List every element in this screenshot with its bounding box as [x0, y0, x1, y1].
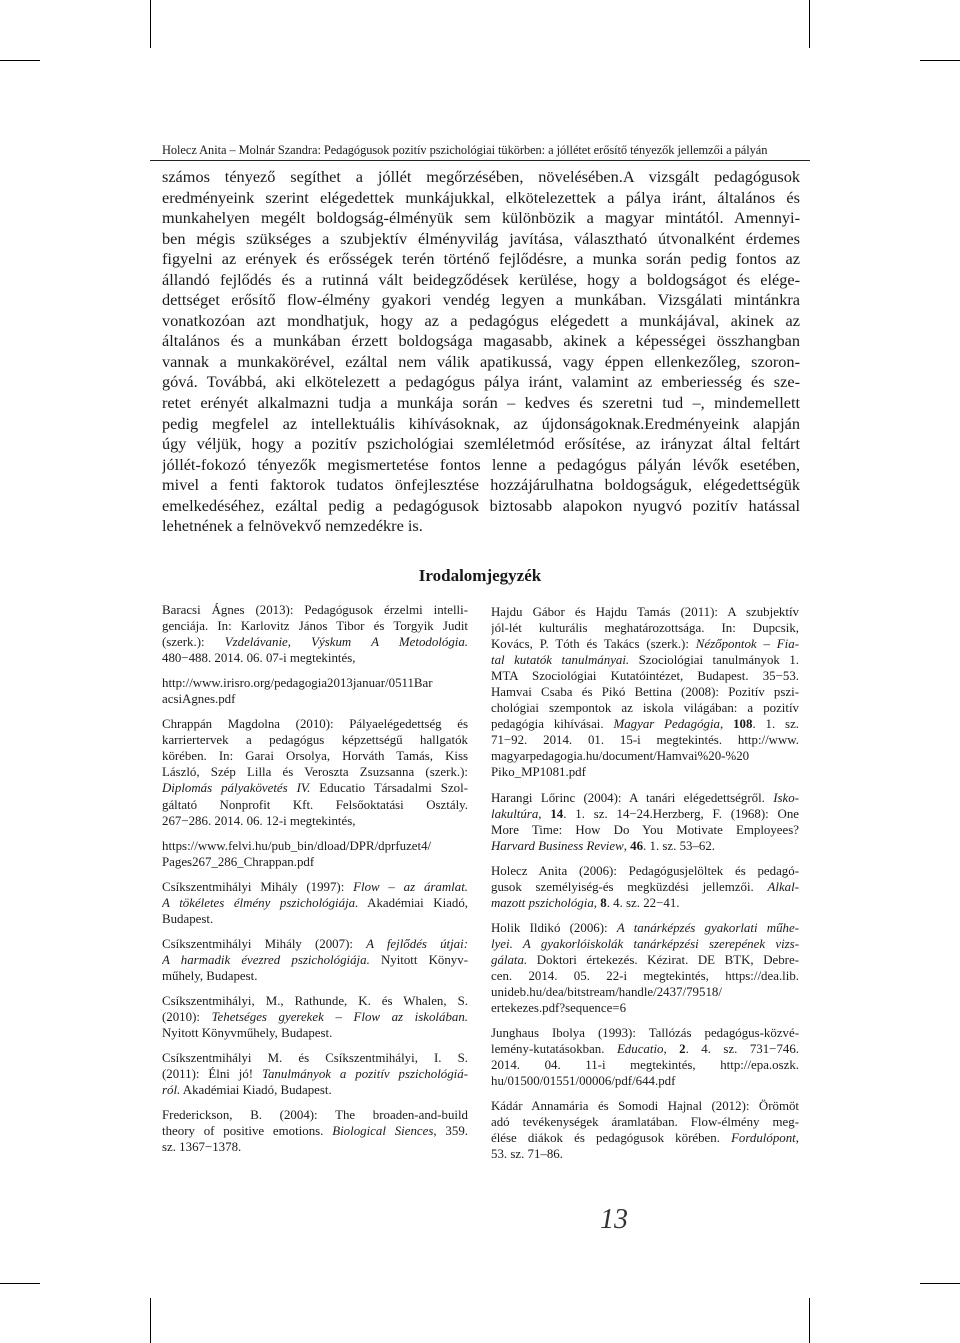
reference-line [491, 863, 799, 879]
reference-line [491, 1057, 799, 1073]
reference-text: Csíkszentmihályi Mihály (1997): [162, 879, 354, 894]
reference-line [162, 968, 468, 984]
reference-line [491, 684, 799, 700]
crop-mark [809, 1298, 810, 1343]
reference-entry [162, 675, 468, 707]
reference-text: Nyitott Könyvműhely, Budapest. [162, 1026, 333, 1041]
reference-text: chológiai szempontok az iskola világában: a pozitív [491, 701, 799, 716]
reference-text: gálata. [491, 952, 528, 967]
body-line: úgy véljük, hogy a pozitív pszichológiai szemléletmód erősítése, az irányzat által feltárt [162, 434, 800, 454]
reference-entry [162, 936, 468, 984]
reference-entry [162, 993, 468, 1041]
reference-text: lakultúra [491, 806, 539, 821]
reference-text: mazott pszichológia [491, 895, 594, 910]
reference-text: A fejlődés útjai: [366, 936, 468, 951]
reference-text: gusok személyiség-és megküzdési jellemzői. [491, 879, 768, 894]
reference-text: lemény-kutatásokban. [491, 1042, 617, 1057]
reference-text: , [795, 1131, 799, 1146]
reference-line [491, 732, 799, 748]
reference-text: Hamvai Csaba és Pikó Bettina (2008): Pozitív pszi- [491, 685, 799, 700]
reference-line [162, 1082, 468, 1098]
body-line: eredményeink szerint elégedettek munkájukkal, elkötelezettek a pálya iránt, általános és [162, 187, 800, 207]
crop-mark [920, 60, 960, 61]
reference-text: Doktori értekezés. Kézirat. DE BTK, Debre- [527, 952, 799, 967]
reference-line [162, 797, 468, 813]
reference-text: ról. [162, 1083, 181, 1098]
body-line: általános és a munkában érzett boldogsága magasabb, akinek a képességei összhangban [162, 331, 800, 351]
body-line: figyelni az erények és erősségek terén történő fejlődésre, a munka során pedig fontos az [162, 249, 800, 269]
body-line: jóllét-fokozó tényezők megismertetése fontos lenne a pedagógus pályán lévők esetében, [162, 454, 800, 474]
reference-text: . 1. sz. 53–62. [643, 838, 716, 853]
reference-text: 108 [733, 717, 753, 732]
reference-text: gáltató Nonprofit Kft. Felsőoktatási Osztály. [162, 797, 468, 812]
reference-text: Vzdelávanie, Výskum A Metodológia. [224, 635, 468, 650]
reference-line [162, 634, 468, 650]
reference-line [162, 1107, 468, 1123]
references-heading: Irodalomjegyzék [418, 566, 542, 585]
reference-text: Isko- [773, 790, 799, 805]
reference-line [491, 838, 799, 854]
reference-text: acsiAgnes.pdf [162, 692, 236, 707]
reference-line [491, 700, 799, 716]
reference-text: hu/01500/01551/00006/pdf/644.pdf [491, 1074, 676, 1089]
reference-text: Holik Ildikó (2006): [491, 920, 617, 935]
reference-text: http://www.irisro.org/pedagogia2013januar/0511Bar [162, 676, 433, 691]
reference-text: Holecz Anita (2006): Pedagógusjelöltek és pedagó- [491, 863, 799, 878]
reference-text: László, Szép Lilla és Veroszta Zsuzsanna (szerk.): [162, 765, 468, 780]
reference-line [162, 764, 468, 780]
reference-line [162, 618, 468, 634]
reference-text: 53. sz. 71–86. [491, 1147, 563, 1162]
reference-text: 71−92. 2014. 01. 15-i megtekintés. http://www. [491, 733, 799, 748]
running-head: Holecz Anita – Molnár Szandra: Pedagógusok pozitív pszichológiai tükörben: a jóllétet erősítő tényezők jellemzői a pályán [162, 143, 768, 157]
reference-text: Baracsi Ágnes (2013): Pedagógusok érzelmi intelli- [162, 603, 468, 617]
reference-text: Csíkszentmihályi, M., Rathunde, K. és Whalen, S. [162, 993, 468, 1008]
reference-text: 480−488. 2014. 06. 07-i megtekintés, [162, 651, 356, 666]
references-left-column [162, 602, 468, 1164]
reference-line [491, 790, 799, 806]
reference-text: Akadémiai Kiadó, Budapest. [180, 1083, 332, 1098]
body-line: pedig megfelel az intellektuális kihívásoknak, az újdonságoknak.Eredményeink alapján [162, 413, 800, 433]
reference-text: theory of positive emotions. [162, 1124, 333, 1139]
reference-line [162, 879, 468, 895]
reference-line [162, 675, 468, 691]
reference-text: adó tevékenységek áramlatában. Flow-élmény meg- [491, 1115, 799, 1130]
crop-mark [150, 1298, 151, 1343]
reference-line [491, 879, 799, 895]
reference-text: More Time: How Do You Motivate Employees? [491, 822, 799, 837]
reference-text: Educatio Társadalmi Szol- [310, 781, 468, 796]
reference-line [162, 716, 468, 732]
body-paragraph [162, 167, 800, 537]
reference-line [162, 780, 468, 796]
reference-text: Fordulópont [731, 1131, 796, 1146]
reference-text: https://www.felvi.hu/pub_bin/dload/DPR/dprfuzet4/ [162, 838, 432, 853]
body-line: vannak a munkakörével, ezáltal nem válik apatikussá, vagy éppen ellenkezőleg, szoron- [162, 351, 800, 371]
reference-line [162, 895, 468, 911]
reference-text: Szociológiai tanulmányok 1. [629, 653, 799, 668]
crop-mark [0, 60, 40, 61]
body-line: munkahelyen megélt boldogság-élményük sem különbözik a magyar mintától. Amennyi- [162, 208, 800, 228]
body-line: vonatkozóan azt mondhatjuk, hogy az a pedagógus elégedett a munkájával, akinek az [162, 310, 800, 330]
reference-text: , [720, 717, 734, 732]
reference-entry [162, 879, 468, 927]
reference-text: Flow – az áramlat. [353, 879, 468, 894]
reference-text: jól-lét kulturális meghatározottsága. In: Dupcsik, [491, 621, 799, 636]
reference-entry [162, 716, 468, 828]
reference-text: 46 [630, 838, 644, 853]
reference-line [491, 1025, 799, 1041]
body-line: ben mégis szükséges a szubjektív élményvilág javítása, választható útvonalként érdemes [162, 228, 800, 248]
body-line: dettséget erősítő flow-élmény gyakori vendég legyen a munkában. Vizsgálati mintánkra [162, 290, 800, 310]
body-line: mivel a fenti faktorok tudatos önfejlesztése hozzájárulhatna boldogságuk, elégedettségük [162, 475, 800, 495]
reference-text: Akadémiai Kiadó, [358, 895, 468, 910]
reference-text: Tehetséges gyerekek – Flow az iskolában. [211, 1010, 468, 1025]
reference-text: . 1. sz. 14−24.Herzberg, F. (1968): One [563, 806, 799, 821]
reference-line [162, 1025, 468, 1041]
reference-entry [162, 1107, 468, 1155]
reference-entry [491, 604, 799, 781]
reference-text: Magyar Pedagógia [613, 717, 720, 732]
reference-entry [491, 1098, 799, 1162]
reference-text: Junghaus Ibolya (1993): Tallózás pedagógus-közvé- [491, 1026, 799, 1041]
reference-text: lyei. A gyakorlóiskolák tanárképzési szerepének vizs- [491, 936, 799, 951]
reference-line [491, 668, 799, 684]
body-line: állandó fejlődés és a rutinná vált beidegződések kerülése, hogy a boldogságot és elége- [162, 269, 800, 289]
reference-text: , 359. [433, 1124, 468, 1139]
reference-line [491, 1000, 799, 1016]
reference-entry [162, 1050, 468, 1098]
reference-text: Diplomás pályakövetés IV. [162, 781, 311, 796]
reference-text: 267−286. 2014. 06. 12-i megtekintés, [162, 813, 356, 828]
reference-line [491, 1146, 799, 1162]
reference-line [491, 968, 799, 984]
reference-line [162, 854, 468, 870]
reference-line [162, 650, 468, 666]
reference-text: sz. 1367−1378. [162, 1140, 242, 1155]
reference-line [162, 813, 468, 829]
crop-mark [0, 1283, 40, 1284]
reference-text: Tanulmányok a pozitív pszichológiá- [262, 1067, 468, 1082]
reference-line [491, 1073, 799, 1089]
reference-line [162, 1009, 468, 1025]
reference-line [162, 1050, 468, 1066]
reference-text: (2011): Élni jó! [162, 1067, 262, 1082]
reference-text: , [538, 806, 551, 821]
reference-line [491, 764, 799, 780]
reference-text: Pages267_286_Chrappan.pdf [162, 854, 315, 869]
reference-entry [491, 920, 799, 1016]
reference-text: karriertervek a pedagógus képzettségű hallgatók [162, 733, 468, 748]
reference-text: Budapest. [162, 911, 214, 926]
reference-line [491, 620, 799, 636]
reference-text: magyarpedagogia.hu/document/Hamvai%20-%20 [491, 749, 750, 764]
reference-line [491, 636, 799, 652]
reference-line [491, 604, 799, 620]
reference-text: körében. In: Garai Orsolya, Horváth Tamás, Kiss [162, 749, 468, 764]
reference-line [491, 806, 799, 822]
reference-text: ertekezes.pdf?sequence=6 [491, 1001, 627, 1016]
reference-line [491, 716, 799, 732]
reference-text: Csíkszentmihályi Mihály (2007): [162, 936, 367, 951]
reference-line [162, 1139, 468, 1155]
crop-mark [150, 0, 151, 48]
reference-text: cen. 2014. 05. 22-i megtekintés, https://dea.lib. [491, 968, 799, 983]
reference-line [162, 602, 468, 618]
reference-text: genciája. In: Karlovitz János Tibor és Torgyik Judit [162, 619, 468, 634]
reference-text: A tanárképzés gyakorlati műhe- [616, 920, 799, 935]
page-number: 13 [600, 1204, 628, 1235]
reference-line [162, 911, 468, 927]
reference-text: Alkal- [767, 879, 799, 894]
reference-text: 2014. 04. 11-i megtekintés, http://epa.oszk. [491, 1058, 799, 1073]
reference-text: . 1. sz. [752, 717, 799, 732]
reference-text: 2 [679, 1042, 686, 1057]
reference-entry [162, 838, 468, 870]
reference-line [162, 838, 468, 854]
reference-text: . 4. sz. 22−41. [606, 895, 680, 910]
reference-text: Harvard Business Review [491, 838, 624, 853]
reference-text: Piko_MP1081.pdf [491, 765, 586, 780]
reference-line [491, 1114, 799, 1130]
reference-line [491, 1130, 799, 1146]
reference-line [162, 952, 468, 968]
reference-text: . 4. sz. 731−746. [685, 1042, 799, 1057]
reference-text: Biological Siences [332, 1124, 434, 1139]
reference-text: Harangi Lőrinc (2004): A tanári elégedettségről. [491, 790, 774, 805]
reference-text: Frederickson, B. (2004): The broaden-and-build [162, 1108, 468, 1123]
reference-text: A tökéletes élmény pszichológiája. [162, 895, 359, 910]
crop-mark [809, 0, 810, 48]
reference-line [162, 748, 468, 764]
reference-line [491, 984, 799, 1000]
reference-text: pedagógia kihívásai. [491, 717, 614, 732]
reference-line [491, 936, 799, 952]
reference-text: 14 [550, 806, 564, 821]
reference-line [162, 936, 468, 952]
body-line: retet erényét alkalmazni tudja a munkája során – kedves és szeretni tud –, mindemellett [162, 393, 800, 413]
reference-text: A harmadik évezred pszichológiája. [162, 952, 370, 967]
reference-text: , [663, 1042, 680, 1057]
reference-text: (szerk.): [162, 635, 225, 650]
references-right-column [491, 604, 799, 1172]
reference-text: Kovács, P. Tóth és Takács (szerk.): [491, 637, 696, 652]
reference-entry [491, 790, 799, 854]
reference-line [162, 993, 468, 1009]
reference-text: Csíkszentmihályi M. és Csíkszentmihályi, I. S. [162, 1051, 468, 1066]
reference-text: 8 [600, 895, 607, 910]
body-line: számos tényező segíthet a jóllét megőrzésében, növelésében.A vizsgált pedagógusok [162, 167, 800, 186]
reference-line [491, 748, 799, 764]
reference-line [162, 732, 468, 748]
reference-text: , [623, 838, 631, 853]
reference-text: Hajdu Gábor és Hajdu Tamás (2011): A szubjektív [491, 605, 799, 619]
reference-text: , [593, 895, 601, 910]
reference-text: Nézőpontok – Fia- [695, 637, 799, 652]
reference-line [491, 952, 799, 968]
reference-text: tal kutatók tanulmányai. [491, 653, 630, 668]
body-line: emelkedéséhez, ezáltal pedig a pedagógusok biztosabb alapokon nyugvó pozitív hatással [162, 495, 800, 515]
reference-text: Chrappán Magdolna (2010): Pályaelégedettség és [162, 717, 468, 732]
body-line: lehetnének a felnövekvő nemzedékre is. [162, 516, 423, 536]
reference-line [491, 652, 799, 668]
reference-text: élése diákok és pedagógusok körében. [491, 1131, 732, 1146]
header-rule [150, 160, 810, 161]
reference-text: Nyitott Könyv- [369, 952, 468, 967]
reference-line [491, 895, 799, 911]
reference-line [162, 1123, 468, 1139]
reference-text: unideb.hu/dea/bitstream/handle/2437/79518/ [491, 985, 722, 1000]
reference-text: Educatio [616, 1042, 664, 1057]
reference-line [491, 822, 799, 838]
body-line: góvá. Továbbá, aki elkötelezett a pedagógus pálya iránt, valamint az emberiesség és sze- [162, 372, 800, 392]
reference-text: (2010): [162, 1010, 212, 1025]
reference-text: műhely, Budapest. [162, 968, 258, 983]
reference-entry [491, 1025, 799, 1089]
reference-line [491, 1041, 799, 1057]
reference-line [491, 920, 799, 936]
reference-text: MTA Szociológiai Kutatóintézet, Budapest. 35−53. [491, 669, 799, 684]
reference-line [162, 1066, 468, 1082]
reference-entry [491, 863, 799, 911]
crop-mark [920, 1283, 960, 1284]
reference-line [162, 691, 468, 707]
reference-entry [162, 602, 468, 666]
reference-line [491, 1098, 799, 1114]
reference-text: Kádár Annamária és Somodi Hajnal (2012): Örömöt [491, 1099, 799, 1114]
